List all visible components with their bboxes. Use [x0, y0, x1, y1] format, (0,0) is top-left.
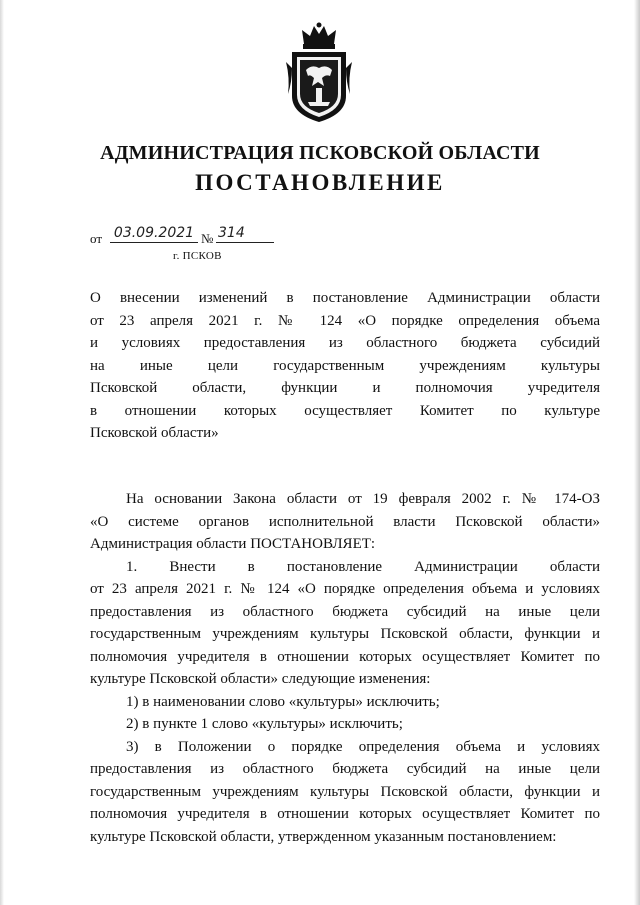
city-label: г. ПСКОВ	[173, 250, 222, 262]
body-line: «О системе органов исполнительной власти Псковской области»	[90, 513, 600, 530]
body-line: предоставления из областного бюджета субсидий на иные цели	[90, 603, 600, 620]
subject-line: в отношении которых осуществляет Комитет по культуре	[90, 402, 600, 419]
body-line: 3) в Положении о порядке определения объема и условиях	[126, 738, 600, 755]
body-line: от 23 апреля 2021 г. № 124 «О порядке определения объема и условиях	[90, 581, 600, 597]
body-line: 2) в пункте 1 слово «культуры» исключить;	[126, 716, 403, 732]
subject-line: Псковской области»	[90, 425, 219, 441]
subject-line: на иные цели государственным учреждениям культуры	[90, 357, 600, 374]
from-label: от	[90, 231, 103, 246]
number-label: №	[201, 231, 214, 246]
body-line: культуре Псковской области» следующие изменения:	[90, 671, 431, 687]
body-line: предоставления из областного бюджета субсидий на иные цели	[90, 761, 600, 777]
body-line: 1. Внести в постановление Администрации области	[126, 558, 600, 575]
subject-line: О внесении изменений в постановление Администрации области	[90, 290, 600, 306]
body-line: культуре Псковской области, утвержденном указанным постановлением:	[90, 828, 557, 845]
document-body	[90, 488, 600, 848]
subject-line: и условиях предоставления из областного бюджета субсидий	[90, 335, 600, 351]
body-line: государственным учреждениям культуры Псковской области, функции и	[90, 783, 600, 800]
document-date: 03.09.2021	[110, 224, 198, 243]
body-line: Администрация области ПОСТАНОВЛЯЕТ:	[90, 536, 376, 552]
body-line: 1) в наименовании слово «культуры» исключить;	[126, 693, 440, 710]
document-number: 314	[216, 224, 274, 243]
scan-edge-right	[634, 0, 640, 905]
subject-line: Псковской области, функции и полномочия учредителя	[90, 380, 600, 396]
subject-line: от 23 апреля 2021 г. № 124 «О порядке определения объема	[90, 312, 600, 329]
document-subject	[90, 287, 600, 445]
coat-of-arms-emblem	[282, 22, 356, 126]
scan-edge-left	[0, 0, 4, 905]
body-line: полномочия учредителя в отношении которых осуществляет Комитет по	[90, 806, 600, 822]
body-line: полномочия учредителя в отношении которых осуществляет Комитет по	[90, 648, 600, 665]
registration-line	[90, 224, 290, 244]
document-type: ПОСТАНОВЛЕНИЕ	[195, 170, 445, 195]
body-line: На основании Закона области от 19 февраля 2002 г. № 174-ОЗ	[126, 491, 600, 507]
body-line: государственным учреждениям культуры Псковской области, функции и	[90, 626, 600, 642]
organization-name: АДМИНИСТРАЦИЯ ПСКОВСКОЙ ОБЛАСТИ	[100, 142, 540, 164]
